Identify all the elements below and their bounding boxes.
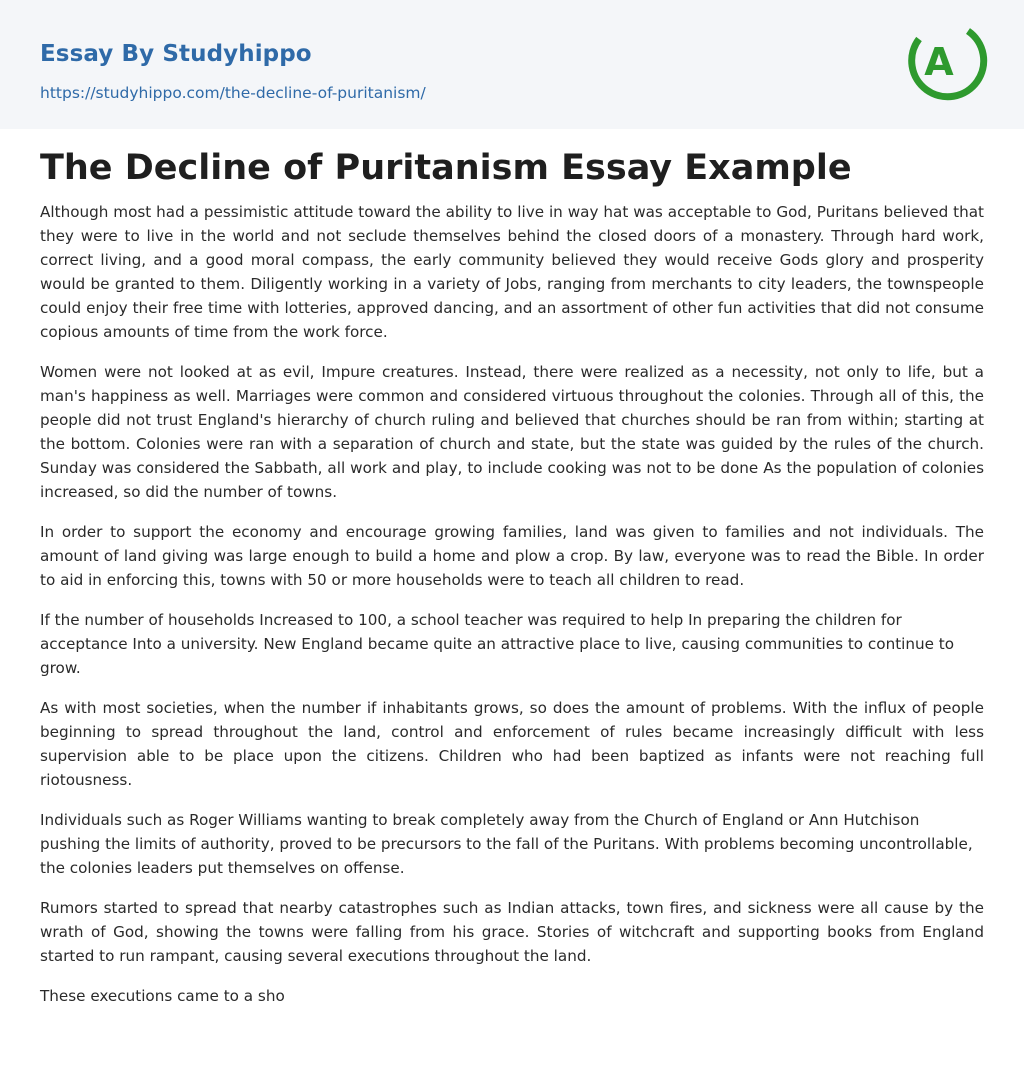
logo-letter: A	[924, 40, 954, 84]
paragraph-7: Rumors started to spread that nearby catastrophes such as Indian attacks, town fires, and sickness were all cause by the wrath of God, showing the towns were falling from his grace. Stories of witchcraft and supporting books from England started to run rampant, causing several executions throughout the land.	[40, 899, 984, 965]
paragraph-3: In order to support the economy and encourage growing families, land was given to families and not individuals. The amount of land giving was large enough to build a home and plow a crop. By law, everyone was to read the Bible. In order to aid in enforcing this, towns with 50 or more households were to teach all children to read.	[40, 523, 984, 589]
paragraph-6: Individuals such as Roger Williams wanting to break completely away from the Church of England or Ann Hutchison pushing the limits of authority, proved to be precursors to the fall of the Puritans. With problems becoming uncontrollable, the colonies leaders put themselves on offense.	[40, 811, 973, 877]
paragraph-4: If the number of households Increased to 100, a school teacher was required to help In preparing the children for acceptance Into a university. New England became quite an attractive place to live, causing communities to continue to grow.	[40, 611, 955, 677]
page-title: The Decline of Puritanism Essay Example	[40, 148, 852, 188]
site-brand[interactable]: Essay By Studyhippo	[40, 41, 312, 67]
paragraph-1: Although most had a pessimistic attitude toward the ability to live in way hat was acceptable to God, Puritans believed that they were to live in the world and not seclude themselves behind the closed doors of a monastery. Through hard work, correct living, and a good moral compass, the early community believed they would receive Gods glory and prosperity would be granted to them. Diligently working in a variety of Jobs, ranging from merchants to city leaders, the townspeople could enjoy their free time with lotteries, approved dancing, and an assortment of other fun activities that did not consume copious amounts of time from the work force.	[40, 203, 984, 341]
site-header	[0, 0, 1024, 129]
paragraph-5: As with most societies, when the number if inhabitants grows, so does the amount of problems. With the influx of people beginning to spread throughout the land, control and enforcement of rules became increasingly difficult with less supervision able to be place upon the citizens. Children who had been baptized as infants were not reaching full riotousness.	[40, 699, 984, 789]
studyhippo-logo-icon[interactable]	[906, 17, 988, 107]
paragraph-8: These executions came to a sho	[40, 987, 285, 1005]
page-url-link[interactable]: https://studyhippo.com/the-decline-of-puritanism/	[40, 84, 426, 102]
paragraph-2: Women were not looked at as evil, Impure creatures. Instead, there were realized as a necessity, not only to life, but a man's happiness as well. Marriages were common and considered virtuous throughout the colonies. Through all of this, the people did not trust England's hierarchy of church ruling and believed that churches should be ran from within; starting at the bottom. Colonies were ran with a separation of church and state, but the state was guided by the rules of the church. Sunday was considered the Sabbath, all work and play, to include cooking was not to be done As the population of colonies increased, so did the number of towns.	[40, 363, 984, 501]
article-body	[40, 200, 984, 1024]
